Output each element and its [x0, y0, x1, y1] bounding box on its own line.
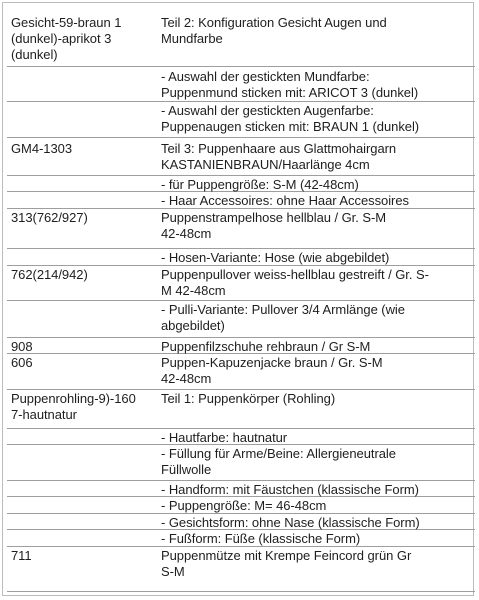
table-row — [7, 248, 475, 266]
table-row — [7, 300, 475, 338]
table-row — [7, 480, 475, 497]
item-code: Puppenrohling-9)-160 — [11, 391, 136, 406]
item-description: - Auswahl der gestickten Augenfarbe: — [161, 103, 374, 118]
item-description: - Gesichtsform: ohne Nase (klassische Form) — [161, 515, 420, 530]
table-row — [7, 139, 475, 176]
table-row — [7, 529, 475, 547]
item-code: 908 — [11, 339, 33, 354]
item-description: Puppenfilzschuhe rehbraun / Gr S-M — [161, 339, 371, 354]
item-description: abgebildet) — [161, 318, 225, 333]
item-description: - Füllung für Arme/Beine: Allergieneutrale — [161, 446, 396, 461]
item-description: 42-48cm — [161, 226, 212, 241]
item-description: KASTANIENBRAUN/Haarlänge 4cm — [161, 157, 370, 172]
table-row — [7, 444, 475, 481]
item-description: Teil 2: Konfiguration Gesicht Augen und — [161, 15, 387, 30]
item-description: S-M — [161, 564, 185, 579]
item-code: 7-hautnatur — [11, 407, 77, 422]
item-description: Füllwolle — [161, 462, 212, 477]
item-description: Puppenaugen sticken mit: BRAUN 1 (dunkel) — [161, 119, 420, 134]
table-row — [7, 13, 475, 67]
table-row — [7, 101, 475, 138]
table-row — [7, 67, 475, 102]
table-row — [7, 546, 475, 592]
table-row — [7, 353, 475, 390]
table-row — [7, 428, 475, 445]
item-description: - Auswahl der gestickten Mundfarbe: — [161, 69, 370, 84]
item-description: - Puppengröße: M= 46-48cm — [161, 498, 327, 513]
item-description: Puppenpullover weiss-hellblau gestreift / Gr. S- — [161, 267, 429, 282]
item-code: (dunkel)-aprikot 3 — [11, 31, 112, 46]
table-row — [7, 337, 475, 354]
item-description: 42-48cm — [161, 371, 212, 386]
item-description: M 42-48cm — [161, 283, 226, 298]
order-items-table — [2, 2, 474, 596]
item-description: Teil 1: Puppenkörper (Rohling) — [161, 391, 336, 406]
table-row — [7, 513, 475, 530]
item-description: - Haar Accessoires: ohne Haar Accessoires — [161, 193, 409, 208]
item-code: 606 — [11, 355, 33, 370]
table-row — [7, 389, 475, 429]
item-code: 313(762/927) — [11, 210, 88, 225]
table-row — [7, 208, 475, 249]
item-description: - Hautfarbe: hautnatur — [161, 430, 288, 445]
item-code: (dunkel) — [11, 47, 58, 62]
item-description: - Pulli-Variante: Pullover 3/4 Armlänge (wie — [161, 302, 405, 317]
table-row — [7, 265, 475, 301]
table-row — [7, 496, 475, 514]
item-description: - Hosen-Variante: Hose (wie abgebildet) — [161, 250, 390, 265]
item-code: 711 — [11, 548, 32, 563]
item-code: 762(214/942) — [11, 267, 88, 282]
item-description: - Fußform: Füße (klassische Form) — [161, 531, 361, 546]
item-description: Puppenstrampelhose hellblau / Gr. S-M — [161, 210, 387, 225]
item-description: Puppen-Kapuzenjacke braun / Gr. S-M — [161, 355, 383, 370]
item-description: Puppenmund sticken mit: ARICOT 3 (dunkel) — [161, 85, 419, 100]
item-description: - für Puppengröße: S-M (42-48cm) — [161, 177, 359, 192]
item-description: - Handform: mit Fäustchen (klassische Form) — [161, 482, 419, 497]
table-row — [7, 175, 475, 192]
item-code: Gesicht-59-braun 1 — [11, 15, 122, 30]
item-description: Puppenmütze mit Krempe Feincord grün Gr — [161, 548, 412, 563]
table-row — [7, 191, 475, 209]
item-description: Mundfarbe — [161, 31, 223, 46]
item-description: Teil 3: Puppenhaare aus Glattmohairgarn — [161, 141, 397, 156]
item-code: GM4-1303 — [11, 141, 73, 156]
